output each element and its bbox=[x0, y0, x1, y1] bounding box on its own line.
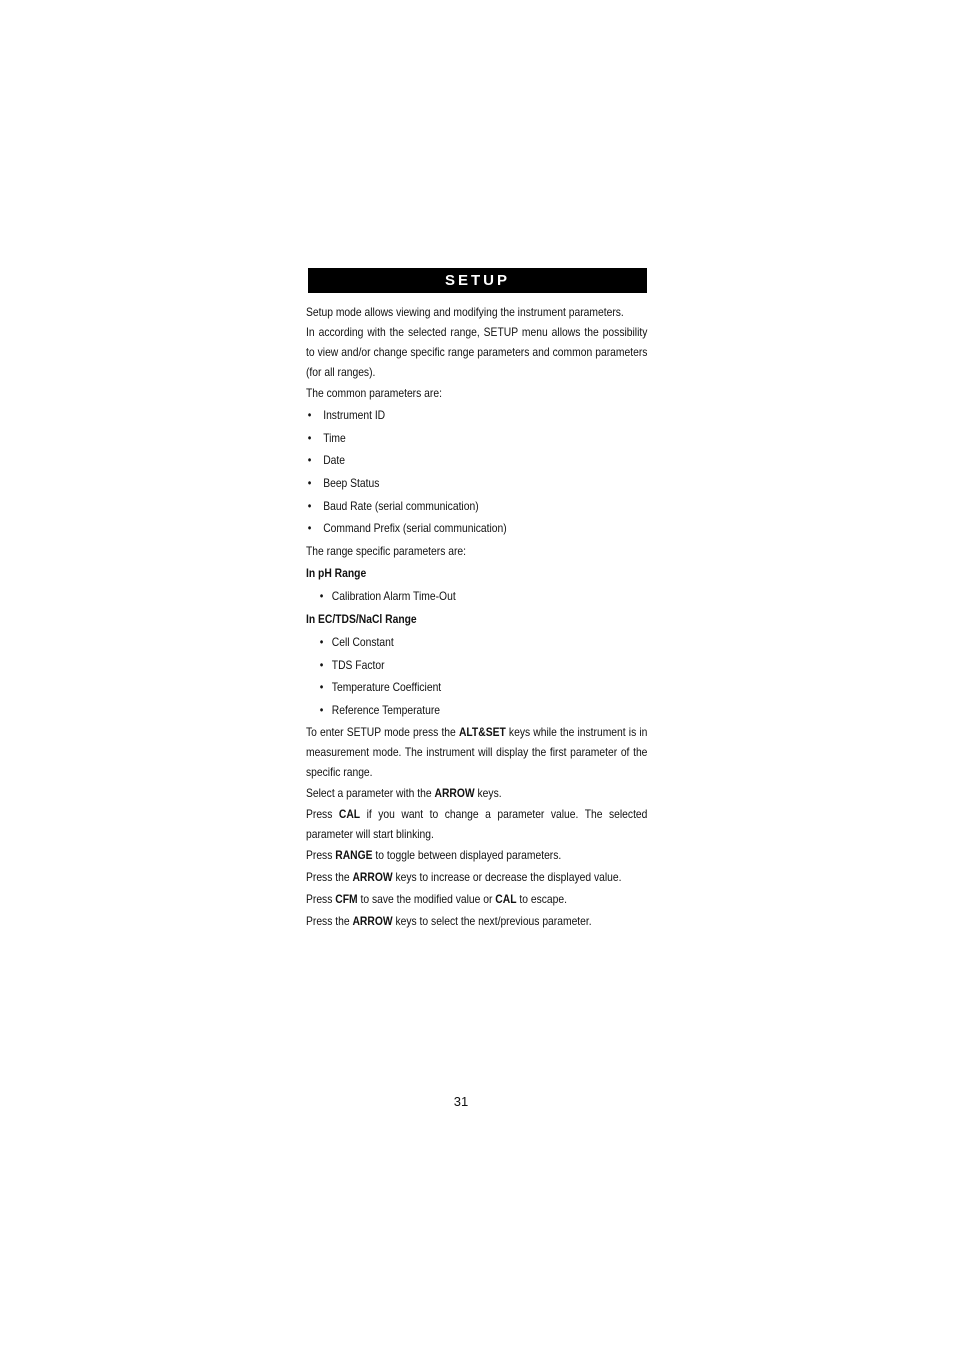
cal-instruction bbox=[306, 804, 647, 844]
text: Press the bbox=[306, 913, 353, 928]
list-item: • Date bbox=[306, 449, 647, 472]
range-key: RANGE bbox=[335, 847, 373, 862]
list-item: • Time bbox=[306, 427, 647, 450]
text: to save the modified value or bbox=[357, 891, 496, 906]
intro-paragraph-2: In according with the selected range, SETUP menu allows the possibility to view and/or change specific range parameters and common parameters (for all ranges). bbox=[306, 325, 648, 379]
list-item: • Reference Temperature bbox=[306, 699, 647, 722]
cal-key: CAL bbox=[495, 891, 517, 906]
range-instruction bbox=[306, 844, 647, 866]
setup-content bbox=[306, 302, 647, 932]
text: to toggle between displayed parameters. bbox=[372, 847, 562, 862]
section-title: SETUP bbox=[308, 268, 647, 293]
text: keys to select the next/previous parameter. bbox=[392, 913, 592, 928]
list-item: • Temperature Coefficient bbox=[306, 676, 647, 699]
cfm-key: CFM bbox=[335, 891, 358, 906]
arrow-key: ARROW bbox=[352, 869, 393, 884]
text: Press bbox=[306, 847, 336, 862]
arrow-key: ARROW bbox=[352, 913, 393, 928]
list-item: • Baud Rate (serial communication) bbox=[306, 495, 647, 518]
common-params-list bbox=[306, 404, 647, 540]
list-item: • Calibration Alarm Time-Out bbox=[306, 585, 647, 608]
range-params-intro: The range specific parameters are: bbox=[306, 544, 467, 559]
arrow-key: ARROW bbox=[434, 785, 475, 800]
setup-page bbox=[306, 268, 648, 928]
text: keys to increase or decrease the displayed value. bbox=[392, 869, 622, 884]
text: if you want to change a parameter value. The selected parameter will start blinking. bbox=[306, 806, 648, 841]
text: to escape. bbox=[516, 891, 568, 906]
text: Press the bbox=[306, 869, 353, 884]
list-item: • TDS Factor bbox=[306, 654, 647, 677]
list-item: • Command Prefix (serial communication) bbox=[306, 517, 647, 540]
text: keys. bbox=[474, 785, 502, 800]
ph-range-list bbox=[306, 585, 647, 608]
alt-set-key: ALT&SET bbox=[458, 724, 506, 739]
intro-paragraph-1: Setup mode allows viewing and modifying the instrument parameters. bbox=[306, 305, 624, 319]
common-params-intro: The common parameters are: bbox=[306, 386, 442, 400]
cal-key: CAL bbox=[338, 806, 361, 821]
text: Press bbox=[306, 891, 336, 906]
text: Select a parameter with the bbox=[306, 785, 435, 800]
enter-setup-instruction bbox=[306, 722, 647, 782]
ec-range-list bbox=[306, 631, 647, 722]
select-instruction bbox=[306, 782, 647, 804]
page-number: 31 bbox=[453, 1094, 469, 1109]
arrow-next-instruction bbox=[306, 910, 647, 932]
text: Press bbox=[306, 806, 339, 821]
list-item: • Instrument ID bbox=[306, 404, 647, 427]
list-item: • Beep Status bbox=[306, 472, 647, 495]
list-item: • Cell Constant bbox=[306, 631, 647, 654]
arrow-increase-instruction bbox=[306, 866, 647, 888]
ph-range-heading: In pH Range bbox=[306, 566, 367, 581]
cfm-instruction bbox=[306, 888, 647, 910]
ec-range-heading: In EC/TDS/NaCl Range bbox=[306, 611, 417, 626]
text: keys while the instrument is in measurement mode. The instrument will display the first parameter of the specific range. bbox=[306, 724, 648, 779]
text: To enter SETUP mode press the bbox=[306, 724, 459, 739]
